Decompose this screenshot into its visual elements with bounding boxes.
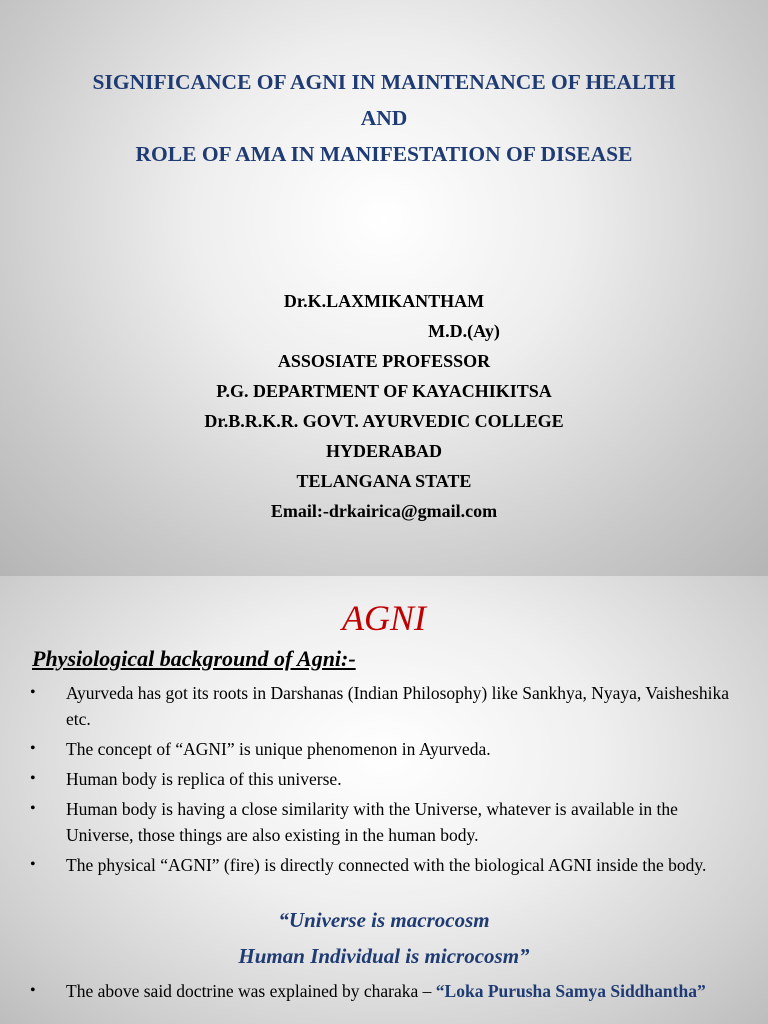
- author-info: [0, 286, 768, 526]
- title-line-3: ROLE OF AMA IN MANIFESTATION OF DISEASE: [135, 142, 633, 166]
- bullet-icon: •: [30, 684, 36, 701]
- author-designation: ASSOSIATE PROFESSOR: [277, 351, 491, 371]
- author-email: Email:-drkairica@gmail.com: [270, 501, 498, 521]
- bullet-icon: •: [30, 740, 36, 757]
- bullet-icon: •: [30, 800, 36, 817]
- author-state: TELANGANA STATE: [296, 471, 472, 491]
- title-line-2: AND: [360, 106, 408, 130]
- quote-line-2: Human Individual is microcosm”: [238, 944, 530, 968]
- bullet-icon: •: [30, 982, 36, 999]
- bullet-text: The physical “AGNI” (fire) is directly connected with the biological AGNI inside the body.: [66, 855, 707, 875]
- list-item: [30, 852, 730, 878]
- author-college: Dr.B.R.K.R. GOVT. AYURVEDIC COLLEGE: [204, 411, 564, 431]
- quote-line-1: “Universe is macrocosm: [278, 908, 490, 932]
- bullet-text: The concept of “AGNI” is unique phenomenon in Ayurveda.: [66, 739, 491, 759]
- list-item: [30, 736, 730, 762]
- bullet-text: Human body is having a close similarity with the Universe, whatever is available in the Universe, those things are also existing in the human body.: [66, 799, 678, 845]
- title-line-1: SIGNIFICANCE OF AGNI IN MAINTENANCE OF HEALTH: [92, 70, 676, 94]
- author-city: HYDERABAD: [325, 441, 442, 461]
- bullet-text: Ayurveda has got its roots in Darshanas (Indian Philosophy) like Sankhya, Nyaya, Vaisheshika etc.: [66, 683, 729, 729]
- author-department: P.G. DEPARTMENT OF KAYACHIKITSA: [216, 381, 552, 401]
- bullet-list-2: [30, 978, 730, 1008]
- slide-subheading: Physiological background of Agni:-: [32, 646, 356, 671]
- list-item: [30, 796, 730, 848]
- bullet-icon: •: [30, 770, 36, 787]
- list-item: [30, 766, 730, 792]
- author-name: Dr.K.LAXMIKANTHAM: [283, 291, 485, 311]
- slide-heading: AGNI: [342, 598, 426, 638]
- presentation-title: [0, 64, 768, 172]
- list-item: [30, 680, 730, 732]
- doctrine-name: “Loka Purusha Samya Siddhantha”: [435, 981, 706, 1001]
- bullet-text: Human body is replica of this universe.: [66, 769, 342, 789]
- bullet-icon: •: [30, 856, 36, 873]
- bullet-list: [30, 680, 730, 882]
- author-degree: M.D.(Ay): [428, 321, 500, 341]
- list-item: [30, 978, 730, 1004]
- bullet-text: The above said doctrine was explained by charaka –: [66, 981, 436, 1001]
